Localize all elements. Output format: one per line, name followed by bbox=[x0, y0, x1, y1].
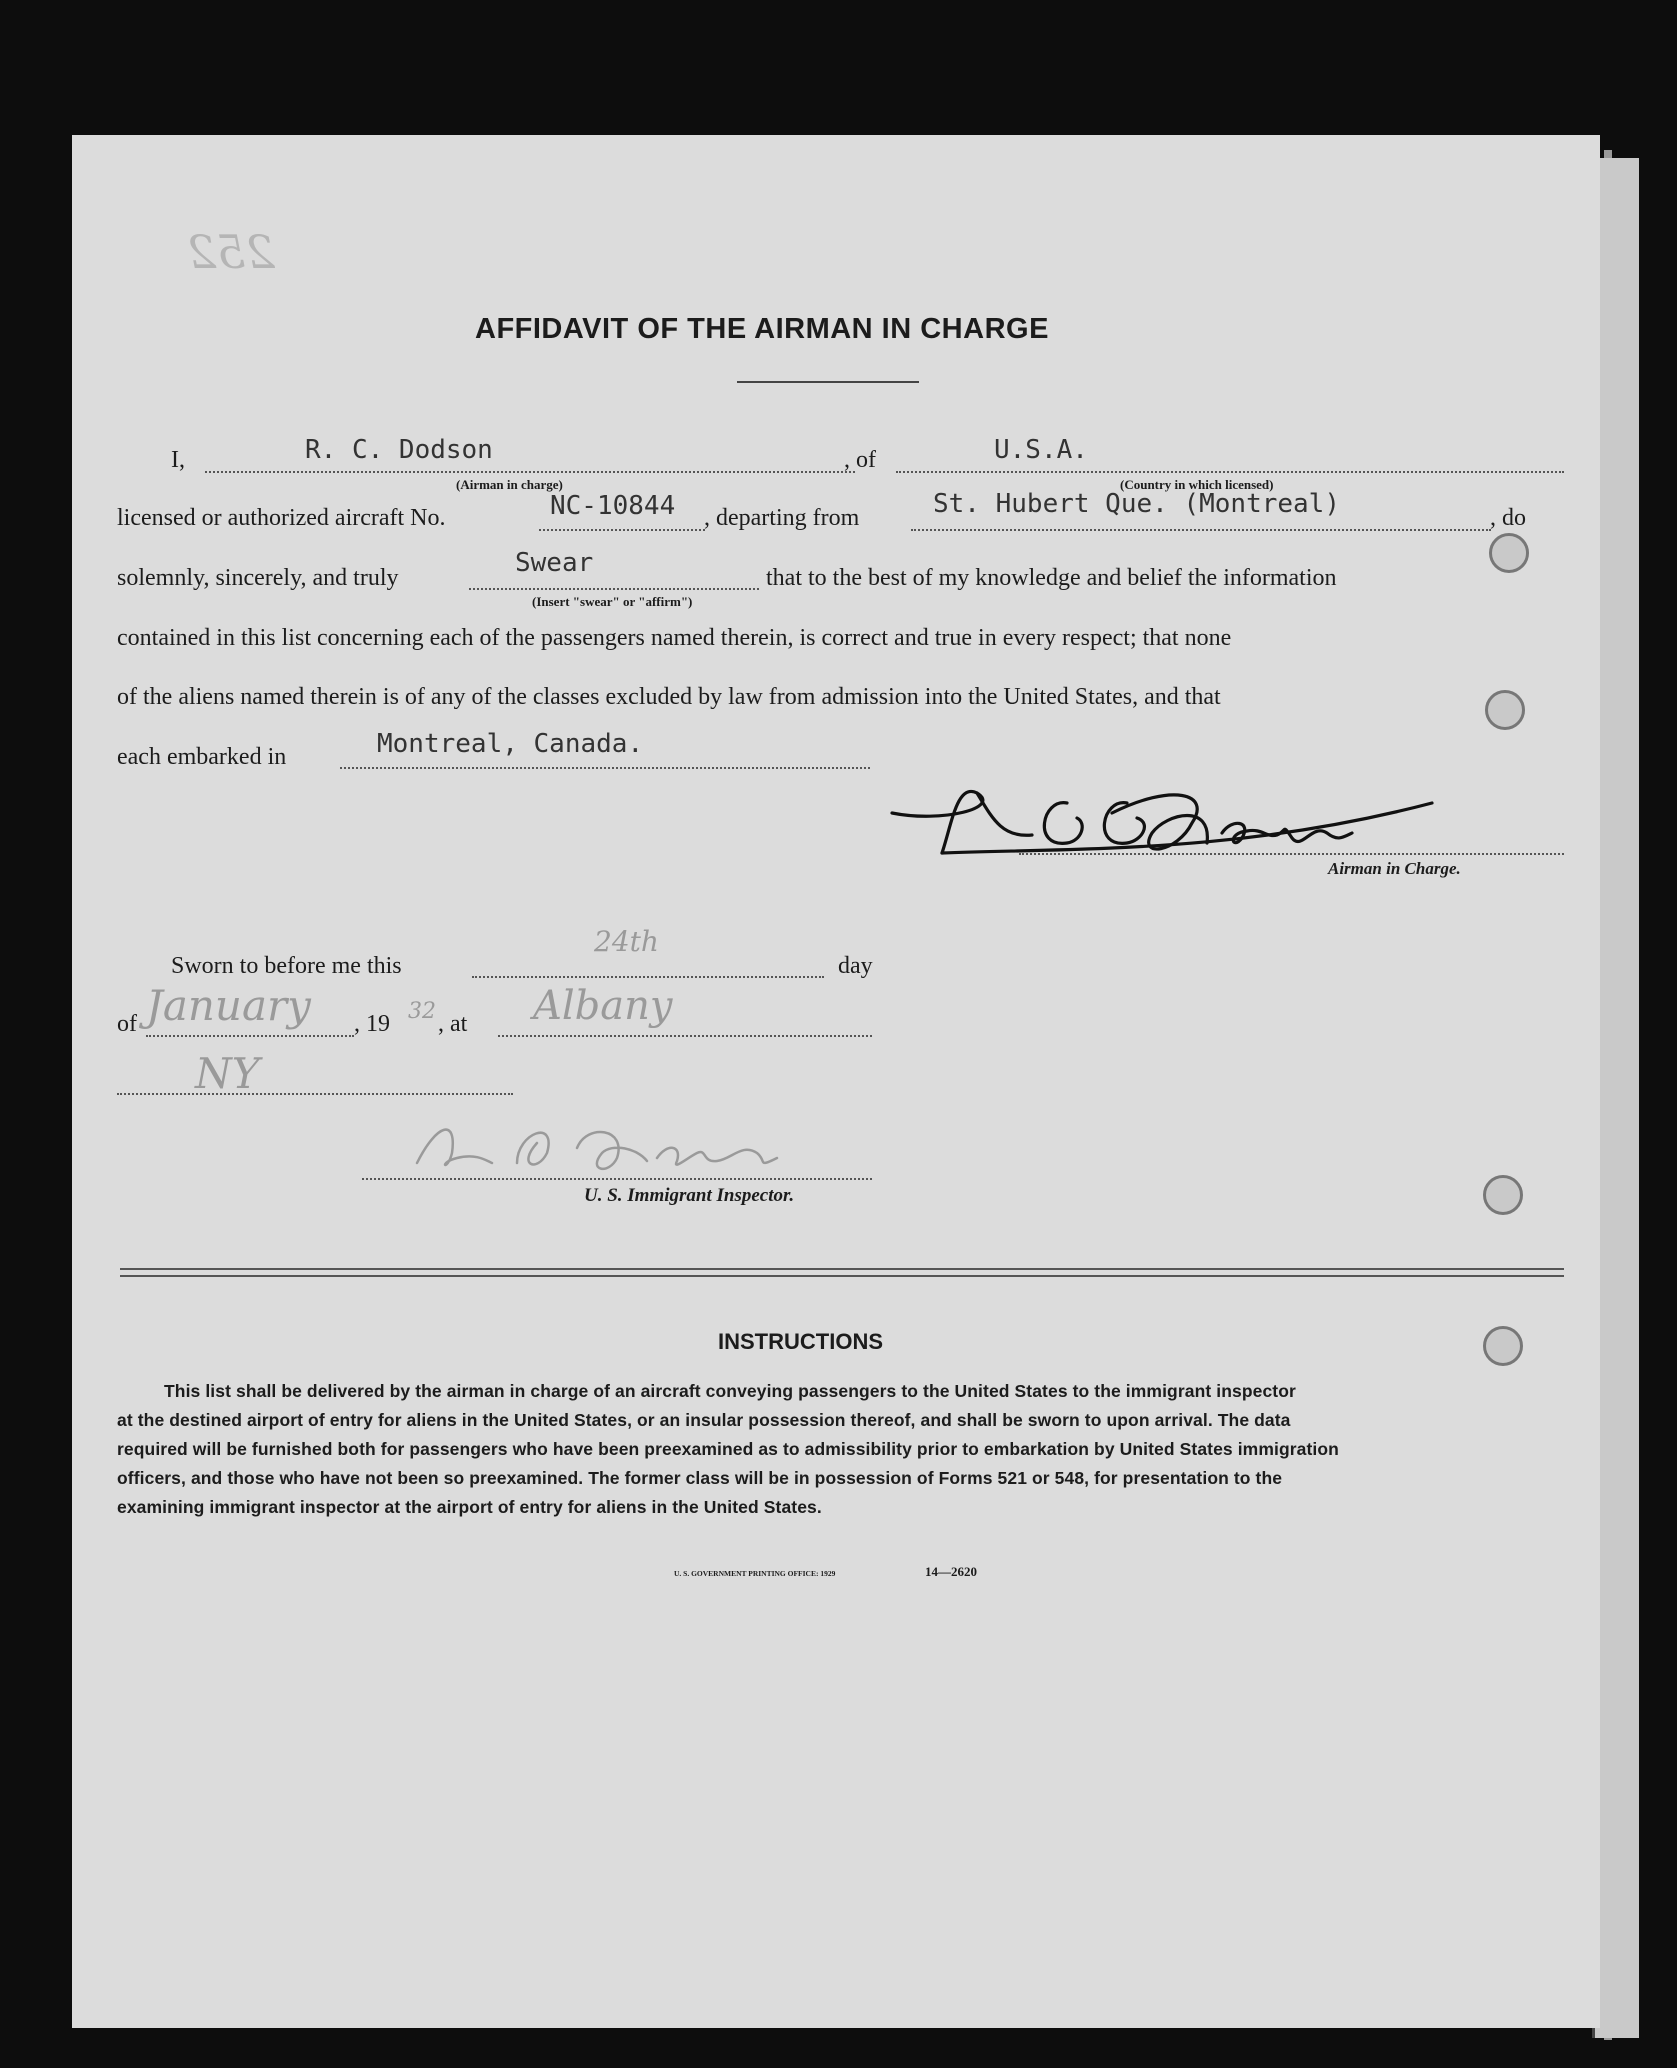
page-title: AFFIDAVIT OF THE AIRMAN IN CHARGE bbox=[475, 313, 1049, 345]
of-label-2: of bbox=[117, 1011, 137, 1037]
aircraft-no-field: NC-10844 bbox=[550, 491, 676, 521]
embarked-text: each embarked in bbox=[117, 744, 287, 770]
instructions-line-4: officers, and those who have not been so preexamined. The former class will be in possession of Forms 521 or 548, for presentation to the bbox=[117, 1468, 1283, 1488]
day-label: day bbox=[838, 953, 873, 979]
oath-line bbox=[469, 588, 759, 590]
sworn-text: Sworn to before me this bbox=[171, 953, 402, 979]
airman-signature-caption: Airman in Charge. bbox=[1328, 859, 1461, 878]
country-field: U.S.A. bbox=[994, 435, 1088, 465]
month-line bbox=[146, 1035, 354, 1037]
place-state-line bbox=[117, 1093, 513, 1095]
airman-signature-line bbox=[1019, 853, 1564, 855]
punch-hole-3 bbox=[1483, 1175, 1523, 1215]
inspector-caption: U. S. Immigrant Inspector. bbox=[584, 1185, 795, 1206]
instructions-line-3: required will be furnished both for passengers who have been preexamined as to admissibility prior to embarkation by United States immigration bbox=[117, 1439, 1339, 1459]
country-caption: (Country in which licensed) bbox=[1120, 477, 1274, 492]
departing-line bbox=[911, 529, 1491, 531]
aircraft-line bbox=[539, 529, 705, 531]
instructions-line-5: examining immigrant inspector at the airport of entry for aliens in the United States. bbox=[117, 1497, 822, 1517]
punch-hole-1 bbox=[1489, 533, 1529, 573]
departing-place-field: St. Hubert Que. (Montreal) bbox=[933, 489, 1340, 519]
embarked-place-field: Montreal, Canada. bbox=[377, 729, 644, 759]
oath-caption: (Insert "swear" or "affirm") bbox=[532, 594, 693, 609]
instructions-heading: INSTRUCTIONS bbox=[718, 1329, 883, 1354]
contained-text: contained in this list concerning each of the passengers named therein, is correct and true in every respect; that none bbox=[117, 625, 1232, 651]
punch-hole-4 bbox=[1483, 1326, 1523, 1366]
oath-field: Swear bbox=[515, 548, 594, 578]
year-prefix: , 19 bbox=[354, 1011, 390, 1037]
place-line bbox=[498, 1035, 872, 1037]
section-divider bbox=[120, 1268, 1564, 1277]
inspector-signature-line bbox=[362, 1178, 872, 1180]
airman-caption: (Airman in charge) bbox=[456, 477, 563, 492]
belief-text: that to the best of my knowledge and belief the information bbox=[766, 565, 1337, 591]
punch-hole-2 bbox=[1485, 690, 1525, 730]
sworn-month-field: January bbox=[146, 981, 311, 1030]
form-number: 14—2620 bbox=[925, 1564, 977, 1579]
instructions-line-1: This list shall be delivered by the airman in charge of an aircraft conveying passengers to the United States to the immigrant inspector bbox=[164, 1381, 1296, 1401]
of-label: , of bbox=[844, 447, 876, 473]
instructions-line-2: at the destined airport of entry for aliens in the United States, or an insular possession thereof, and shall be sworn to upon arrival. The data bbox=[117, 1410, 1291, 1430]
country-line bbox=[896, 471, 1564, 473]
year-field: 32 bbox=[408, 999, 436, 1024]
place-field: Albany bbox=[533, 983, 673, 1029]
title-rule bbox=[737, 381, 919, 383]
sworn-day-line bbox=[472, 976, 824, 978]
aircraft-text: licensed or authorized aircraft No. bbox=[117, 505, 446, 531]
affidavit-page bbox=[72, 135, 1600, 2028]
inspector-signature bbox=[397, 1103, 817, 1183]
i-label: I, bbox=[171, 447, 185, 473]
departing-text: , departing from bbox=[704, 505, 860, 531]
printer-note: U. S. GOVERNMENT PRINTING OFFICE: 1929 bbox=[674, 1569, 836, 1578]
page-number: 252 bbox=[187, 225, 275, 279]
airman-signature bbox=[882, 763, 1442, 873]
solemnly-text: solemnly, sincerely, and truly bbox=[117, 565, 399, 591]
at-label: , at bbox=[438, 1011, 468, 1037]
airman-name-line bbox=[205, 471, 855, 473]
embarked-line bbox=[340, 767, 870, 769]
aliens-text: of the aliens named therein is of any of the classes excluded by law from admission into the United States, and that bbox=[117, 684, 1221, 710]
do-text: , do bbox=[1490, 505, 1526, 531]
place-state-field: NY bbox=[195, 1049, 260, 1098]
airman-name-field: R. C. Dodson bbox=[305, 435, 493, 465]
sworn-day-field: 24th bbox=[594, 925, 659, 958]
